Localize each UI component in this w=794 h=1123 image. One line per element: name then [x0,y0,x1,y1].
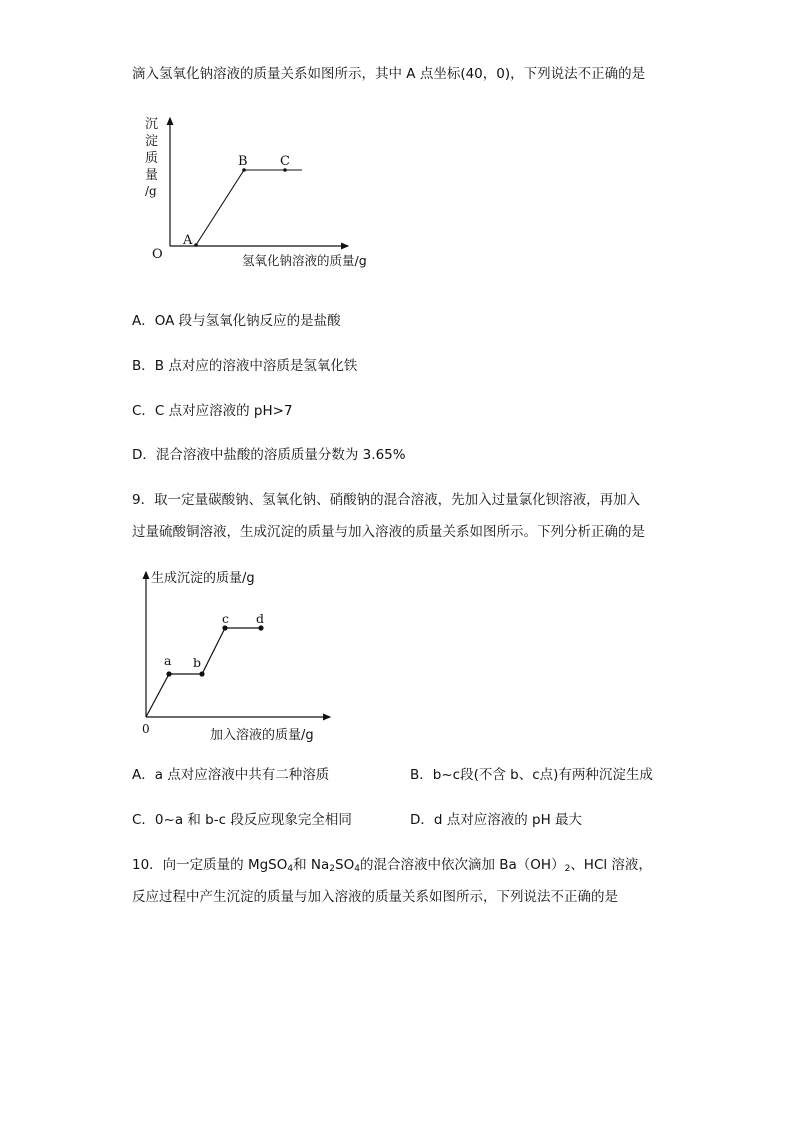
q10-stem-line2: 反应过程中产生沉淀的质量与加入溶液的质量关系如图所示，下列说法不正确的是 [132,889,618,905]
q10-stem-line1: 10．向一定质量的 MgSO$_4$和 $Na_2SO_4$的混合溶液中依次滴加 $Ba(OH)_2$、HCl 溶液， [132,857,652,874]
q8-graph [0,100,794,390]
q9-label-b: b [193,655,202,670]
q8-option-c: C．C 点对应溶液的 pH>7 [132,403,293,419]
q9-label-c: c [222,611,230,626]
q8-ylabel-4: 量 [145,168,159,183]
q8-curve [196,170,302,245]
q8-ylabel-2: 淀 [145,134,159,149]
q8-option-a: A．OA 段与氢氧化钠反应的是盐酸 [132,313,341,329]
q8-origin-label: O [152,247,163,262]
q8-point-a [194,243,198,247]
q8-option-d: D．混合溶液中盐酸的溶质质量分数为 3.65% [132,447,406,463]
q8-intro: 滴入氢氧化钠溶液的质量关系如图所示，其中 A 点坐标(40，0)，下列说法不正确的是 [132,66,646,82]
q8-label-b: B [238,154,248,169]
q9-option-d: D．d 点对应溶液的 pH 最大 [410,812,583,828]
q8-xlabel: 氢氧化钠溶液的质量/g [242,253,367,268]
q9-stem-line2: 过量硫酸铜溶液，生成沉淀的质量与加入溶液的质量关系如图所示。下列分析正确的是 [132,524,645,540]
q8-ylabel-unit: /g [145,184,157,198]
q9-xlabel: 加入溶液的质量/g [210,728,314,743]
q9-stem-line1: 9．取一定量碳酸钠、氢氧化钠、硝酸钠的混合溶液，先加入过量氯化钡溶液，再加入 [132,492,641,508]
q9-graph [0,560,794,750]
q9-origin-label: 0 [142,722,150,736]
q9-point-d [258,625,263,630]
q8-option-b: B．B 点对应的溶液中溶质是氢氧化铁 [132,358,358,374]
q9-ylabel: 生成沉淀的质量/g [151,571,255,586]
q8-label-a: A [183,233,193,248]
q9-option-c: C．0~a 和 b-c 段反应现象完全相同 [132,812,352,828]
q9-label-d: d [256,611,265,626]
q9-label-a: a [164,653,172,668]
q9-point-c [222,625,227,630]
q9-point-a [166,671,171,676]
q9-point-b [199,671,204,676]
q9-option-b: B．b~c段(不含 b、c点)有两种沉淀生成 [410,767,653,783]
q8-label-c: C [280,154,290,169]
q9-option-a: A．a 点对应溶液中共有二种溶质 [132,767,330,783]
q8-ylabel-3: 质 [145,151,159,166]
q8-ylabel-1: 沉 [145,117,159,132]
